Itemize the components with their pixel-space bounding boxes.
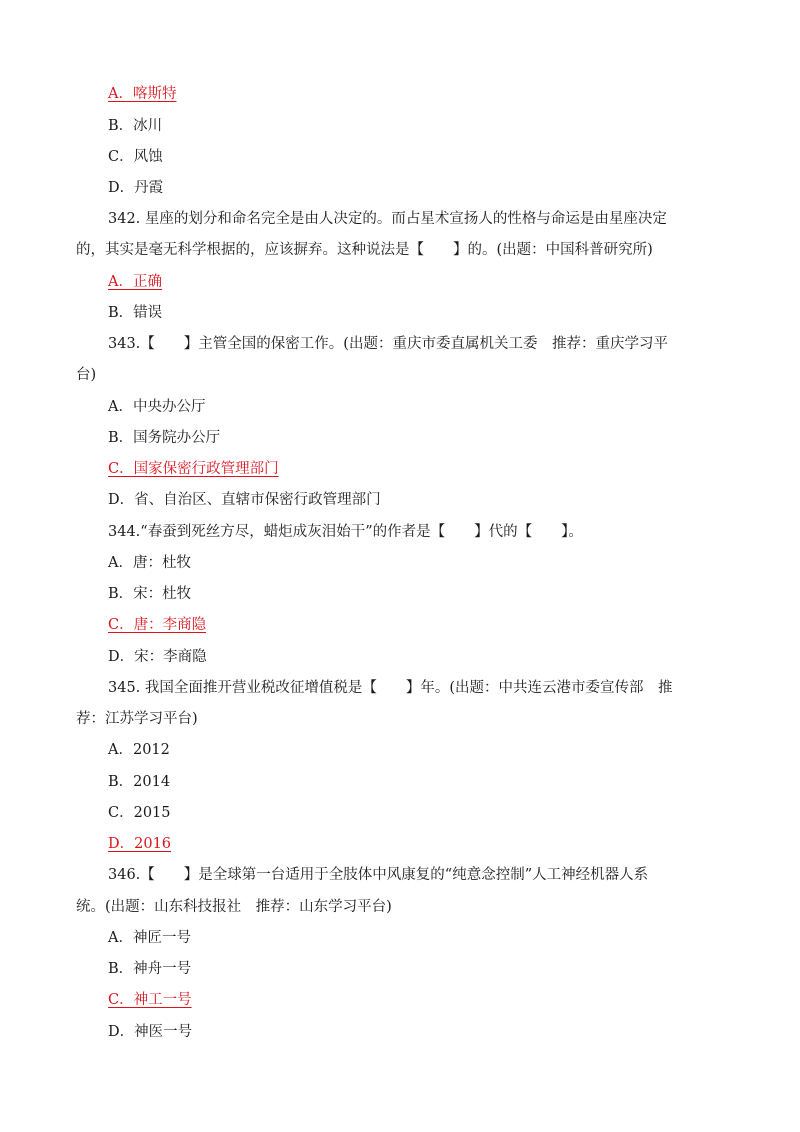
q346-option-d: D．神医一号: [108, 1024, 193, 1040]
q341-option-d: D．丹霞: [108, 180, 164, 196]
q346-option-c-correct: C．神工一号: [108, 992, 192, 1008]
q344-option-d: D．宋：李商隐: [108, 649, 207, 665]
q345-option-b: B．2014: [108, 774, 171, 790]
q346-question-cont: 统。(出题：山东科技报社 推荐：山东学习平台): [76, 899, 392, 915]
q344-option-a: A．唐：杜牧: [108, 555, 191, 571]
q345-option-d-correct: D．2016: [108, 836, 172, 852]
q345-option-c: C．2015: [108, 805, 171, 821]
q343-option-a: A．中央办公厅: [108, 399, 206, 415]
q344-option-b: B．宋：杜牧: [108, 586, 192, 602]
q346-option-b: B．神舟一号: [108, 961, 192, 977]
q343-question: 343.【 】主管全国的保密工作。(出题：重庆市委直属机关工委 推荐：重庆学习平: [108, 336, 668, 352]
q345-question: 345. 我国全面推开营业税改征增值税是【 】年。(出题：中共连云港市委宣传部 推: [108, 680, 673, 696]
q344-question: 344.“春蚕到死丝方尽，蜡炬成灰泪始干”的作者是【 】代的【 】。: [108, 524, 583, 540]
q342-question-cont: 的，其实是毫无科学根据的，应该摒弃。这种说法是【 】的。(出题：中国科普研究所): [76, 242, 653, 258]
q343-question-cont: 台): [76, 367, 97, 383]
q346-question: 346.【 】是全球第一台适用于全肢体中风康复的“纯意念控制”人工神经机器人系: [108, 867, 649, 883]
q344-option-c-correct: C．唐：李商隐: [108, 617, 207, 633]
q343-option-d: D．省、自治区、直辖市保密行政管理部门: [108, 492, 381, 508]
q343-option-c-correct: C．国家保密行政管理部门: [108, 461, 279, 477]
q341-option-a-correct: A．喀斯特: [108, 86, 177, 102]
q342-option-a-correct: A．正确: [108, 274, 162, 290]
q342-question: 342. 星座的划分和命名完全是由人决定的。而占星术宣扬人的性格与命运是由星座决定: [108, 211, 667, 227]
q343-option-b: B．国务院办公厅: [108, 430, 221, 446]
q345-question-cont: 荐：江苏学习平台): [76, 711, 198, 727]
q341-option-c: C．风蚀: [108, 149, 163, 165]
q341-option-b: B．冰川: [108, 118, 163, 134]
q345-option-a: A．2012: [108, 742, 170, 758]
q346-option-a: A．神匠一号: [108, 930, 191, 946]
q342-option-b: B．错误: [108, 305, 163, 321]
